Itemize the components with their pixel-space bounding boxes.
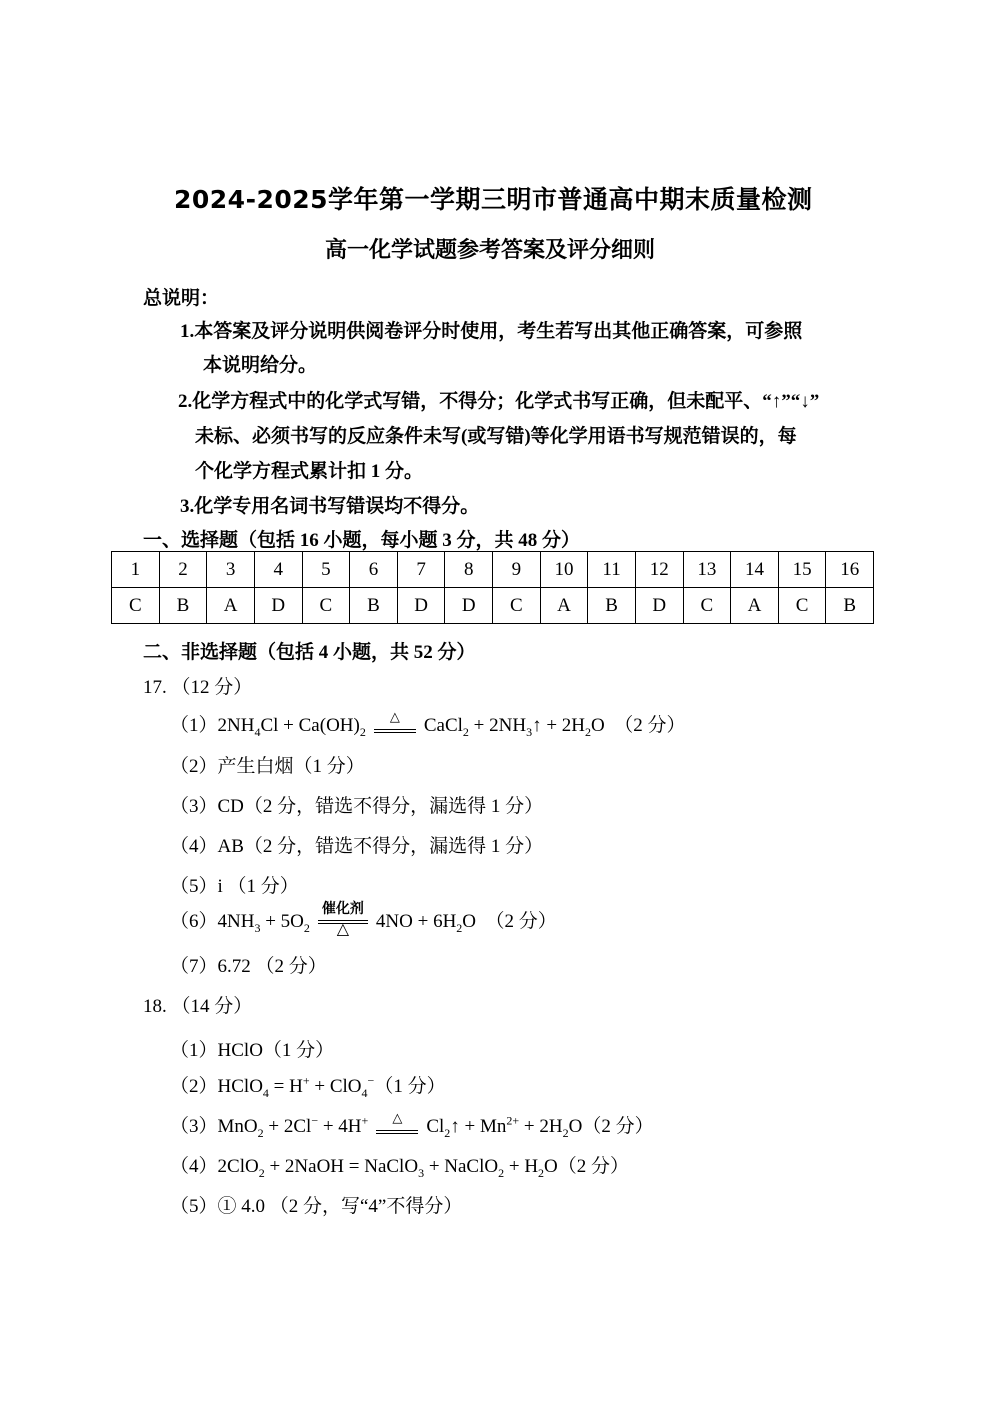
question-number-cell: 15 — [778, 552, 826, 588]
q17-answer-4: （4）AB（2 分，错选不得分，漏选得 1 分） — [170, 836, 544, 857]
question-number-cell: 5 — [302, 552, 350, 588]
q17-a1-label: （1） — [170, 715, 218, 736]
answer-cell: C — [683, 588, 731, 624]
answer-cell: D — [635, 588, 683, 624]
question-number-cell: 7 — [397, 552, 445, 588]
page-title: 2024-2025学年第一学期三明市普通高中期末质量检测 — [174, 185, 813, 214]
note-2-line-3: 个化学方程式累计扣 1 分。 — [195, 461, 424, 482]
note-2-line-2: 未标、必须书写的反应条件未写(或写错)等化学用语书写规范错误的，每 — [195, 426, 797, 447]
answer-cell: A — [731, 588, 779, 624]
answer-cell: C — [778, 588, 826, 624]
answer-cell: C — [493, 588, 541, 624]
q17-answer-7: （7）6.72 （2 分） — [170, 956, 327, 977]
note-1-line-1: 1.本答案及评分说明供阅卷评分时使用，考生若写出其他正确答案，可参照 — [180, 321, 803, 342]
question-number-cell: 13 — [683, 552, 731, 588]
notes-heading: 总说明： — [143, 288, 220, 309]
answer-cell: A — [540, 588, 588, 624]
page-subtitle: 高一化学试题参考答案及评分细则 — [325, 238, 656, 263]
heat-condition-sign: △ — [372, 716, 418, 738]
q17-a6-label: （6） — [170, 911, 218, 932]
q18-answer-5: （5）① 4.0 （2 分，写“4”不得分） — [170, 1196, 463, 1217]
note-3: 3.化学专用名词书写错误均不得分。 — [180, 496, 480, 517]
q17-heading: 17. （12 分） — [143, 677, 253, 698]
section-1-heading: 一、选择题（包括 16 小题，每小题 3 分，共 48 分） — [143, 530, 581, 551]
question-number-cell: 9 — [493, 552, 541, 588]
question-number-cell: 14 — [731, 552, 779, 588]
answer-cell: B — [826, 588, 874, 624]
answer-cell: B — [159, 588, 207, 624]
q17-answer-1 — [170, 710, 686, 740]
question-number-cell: 2 — [159, 552, 207, 588]
question-number-cell: 1 — [112, 552, 160, 588]
answer-cell: B — [588, 588, 636, 624]
answer-cell: B — [350, 588, 398, 624]
q17-answer-2: （2）产生白烟（1 分） — [170, 756, 365, 777]
q17-answer-5: （5）i （1 分） — [170, 876, 299, 897]
section-2-heading: 二、非选择题（包括 4 小题，共 52 分） — [143, 642, 476, 663]
question-number-cell: 8 — [445, 552, 493, 588]
q17-a1-score: （2 分） — [614, 715, 686, 736]
answer-cell: A — [207, 588, 255, 624]
q18-answer-1: （1）HClO（1 分） — [170, 1040, 335, 1061]
note-1-line-2: 本说明给分。 — [203, 355, 318, 376]
q18-answer-2: （2）HClO$_4$ = H+ + ClO$_4$−（1 分） — [170, 1073, 446, 1100]
answer-cell: C — [302, 588, 350, 624]
answer-cell: D — [254, 588, 302, 624]
question-number-cell: 11 — [588, 552, 636, 588]
answer-table-answer-row — [112, 588, 874, 624]
q17-answer-6 — [170, 900, 557, 938]
q18-heading: 18. （14 分） — [143, 996, 253, 1017]
answer-table — [111, 551, 874, 624]
q17-a1-formula: $2NH_4Cl + Ca(OH)_2$ △ CaCl$_2$ + $2NH_3↑ + 2H_2O$ — [217, 708, 605, 739]
heat-condition-sign: △ — [374, 1117, 420, 1139]
answer-cell: D — [445, 588, 493, 624]
question-number-cell: 10 — [540, 552, 588, 588]
q17-answer-3: （3）CD（2 分，错选不得分，漏选得 1 分） — [170, 796, 544, 817]
question-number-cell: 16 — [826, 552, 874, 588]
question-number-cell: 3 — [207, 552, 255, 588]
answer-cell: D — [397, 588, 445, 624]
answer-table-number-row — [112, 552, 874, 588]
answer-cell: C — [112, 588, 160, 624]
question-number-cell: 6 — [350, 552, 398, 588]
catalyst-heat-condition-sign: 催化剂 △ — [316, 908, 370, 938]
q18-answer-4: （4）2ClO$_2$ + 2NaOH = NaClO$_3$ + NaClO$_2$ + $H_2O(2$ 分） — [170, 1156, 630, 1180]
note-2-line-1: 2.化学方程式中的化学式写错，不得分；化学式书写正确，但未配平、“↑”“↓” — [178, 391, 820, 412]
q17-a6-score: （2 分） — [485, 911, 557, 932]
question-number-cell: 12 — [635, 552, 683, 588]
q17-a6-formula: $4NH_3 + 5O_2$ 催化剂 △ $4NO + 6H_2O$ — [217, 900, 477, 938]
q18-answer-3: （3）MnO$_2$ + 2Cl− + 4H+ △ $Cl_2↑ + Mn^{2+} + 2H_2O(2$ 分） — [170, 1109, 654, 1140]
question-number-cell: 4 — [254, 552, 302, 588]
